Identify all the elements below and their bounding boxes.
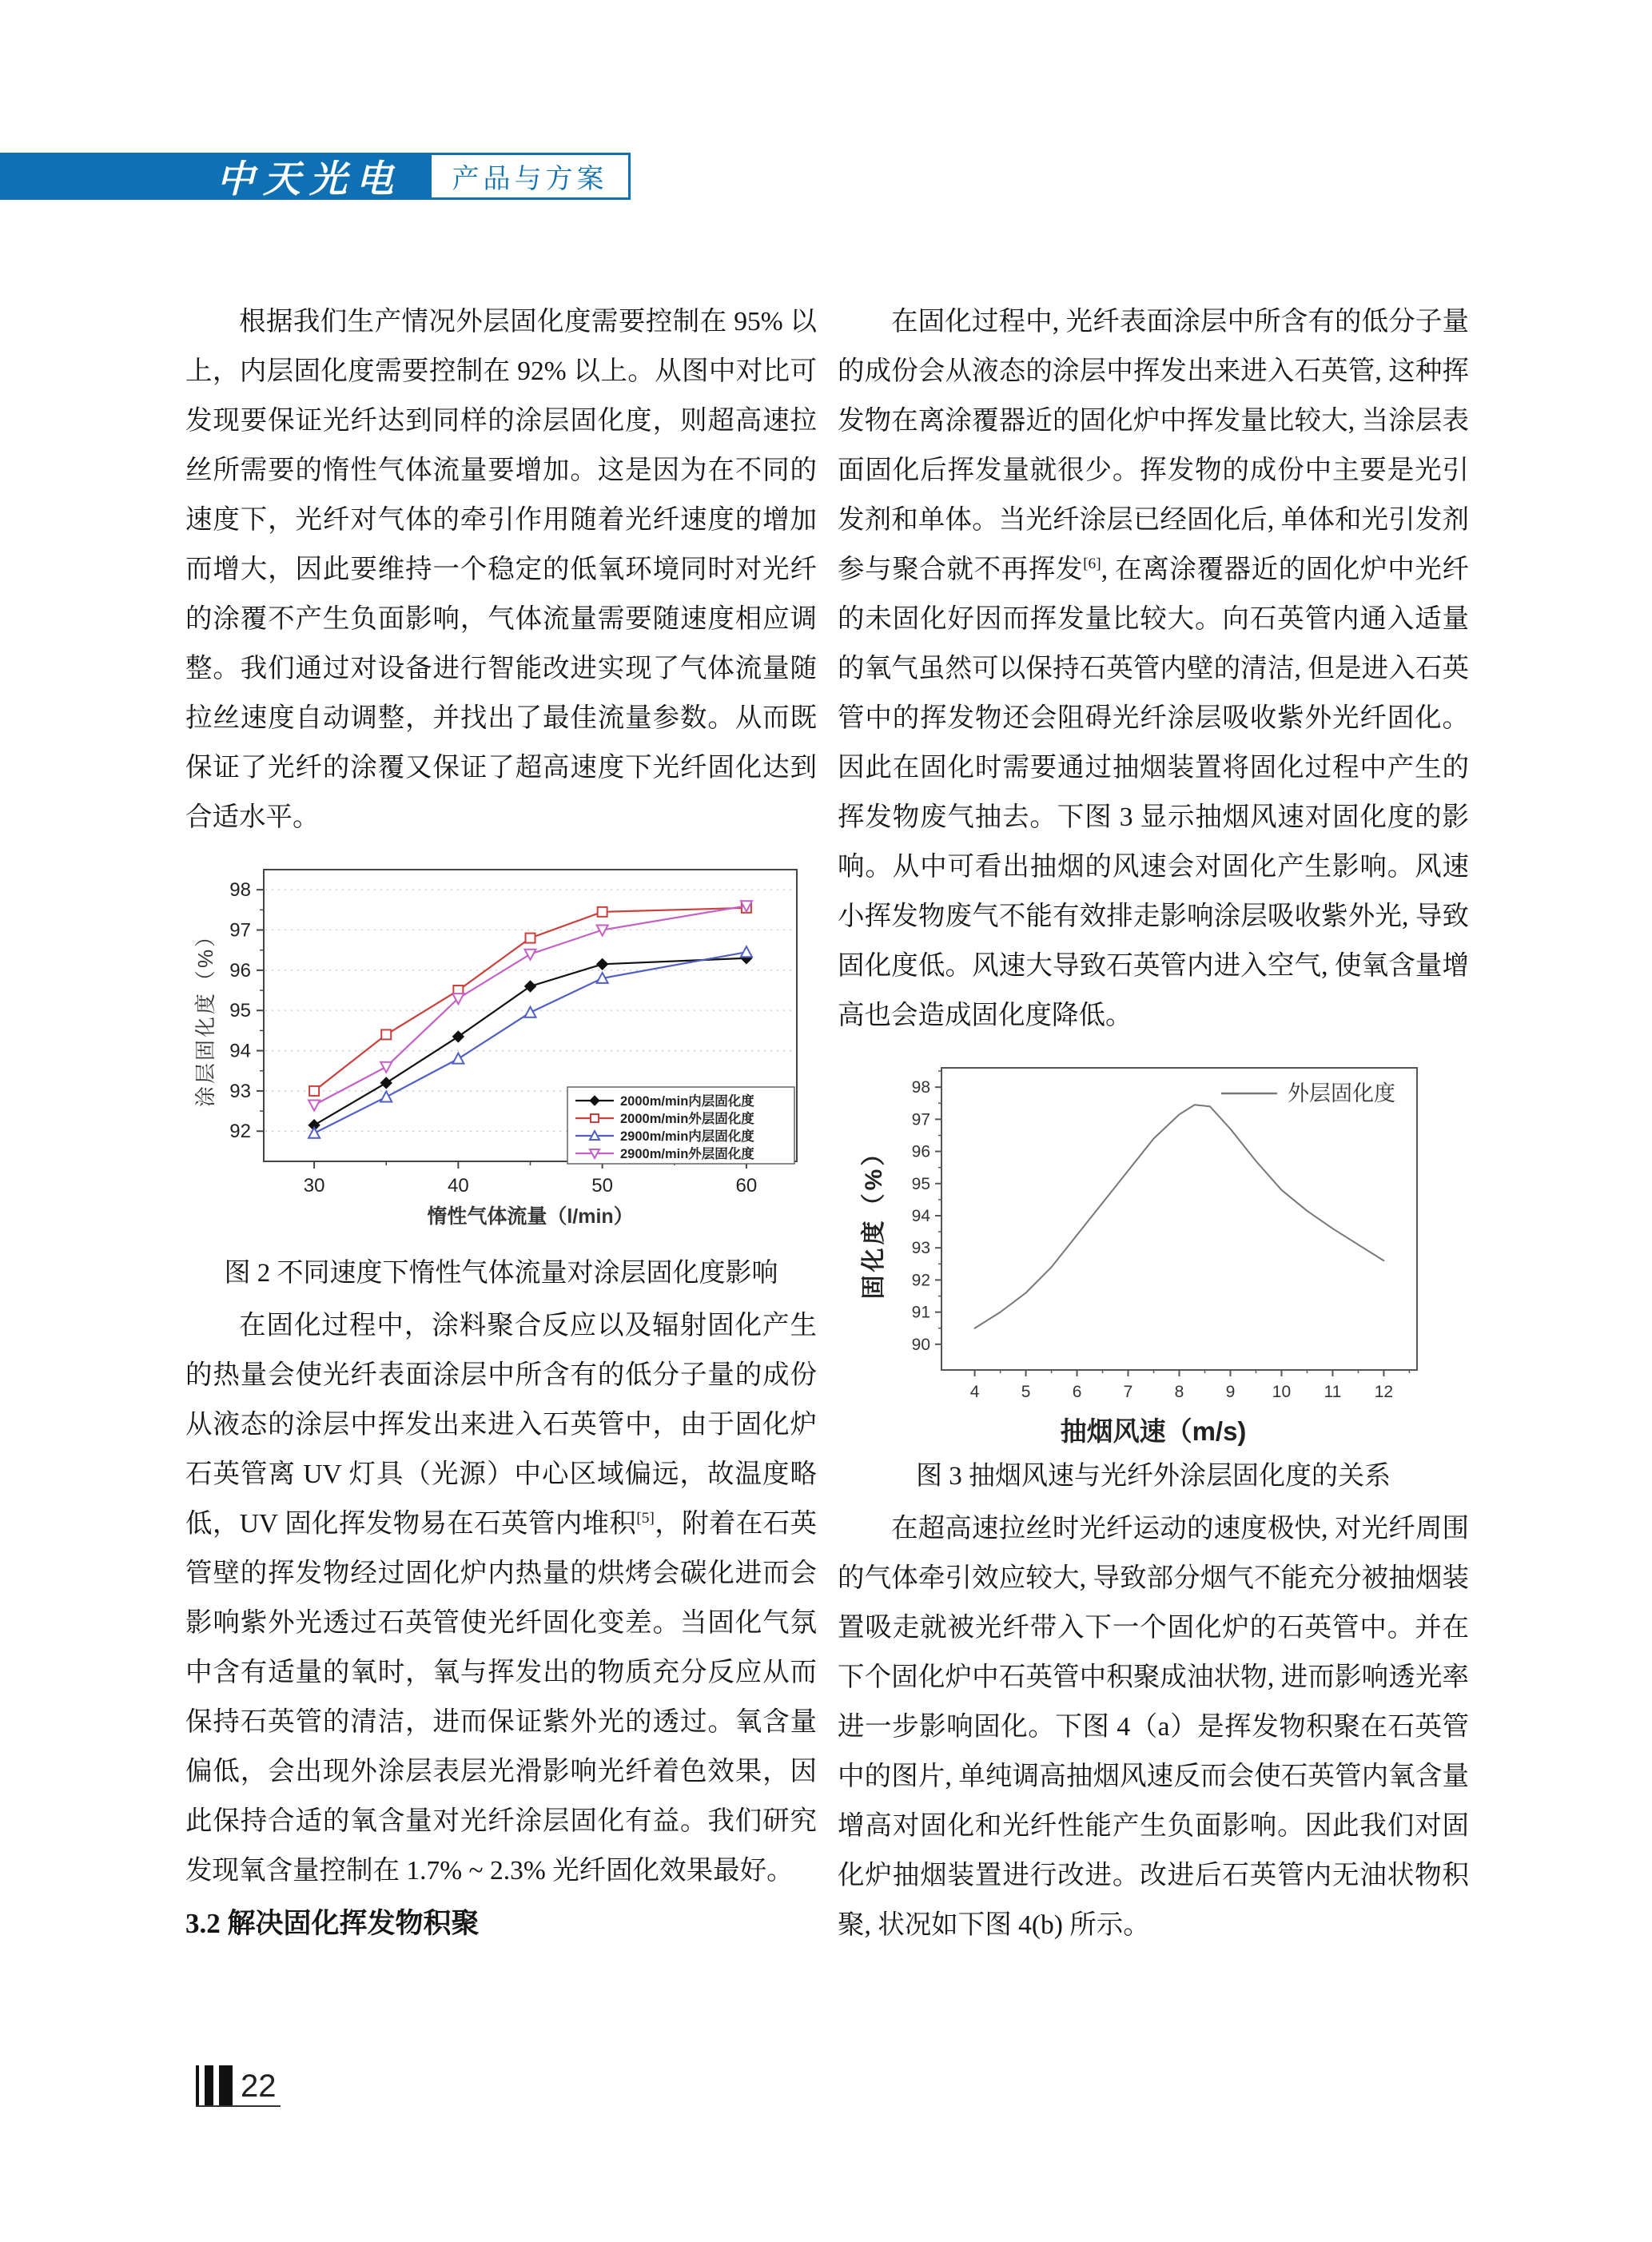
svg-text:10: 10 <box>1272 1383 1292 1401</box>
figure2-chart <box>193 847 809 1247</box>
svg-text:94: 94 <box>229 1040 251 1062</box>
reference-marker: [5] <box>636 1509 655 1527</box>
paragraph-text: , 在离涂覆器近的固化炉中光纤的未固化好因而挥发量比较大。向石英管内通入适量的氧气虽然可以保持石英管内壁的清洁, 但是进入石英管中的挥发物还会阻碍光纤涂层吸收紫外光纤固化。因此在固化时需要通过抽烟装置将固化过程中产生的挥发物废气抽去。下图 3 显示抽烟风速对固化度的影响。从中可看出抽烟的风速会对固化产生影响。风速小挥发物废气不能有效排走影响涂层吸收紫外光, 导致固化度低。风速大导致石英管内进入空气, 使氧含量增高也会造成固化度降低。 <box>838 555 1470 1030</box>
figure3-xlabel: 抽烟风速（m/s) <box>1060 1416 1247 1446</box>
svg-text:2900m/min内层固化度: 2900m/min内层固化度 <box>620 1129 754 1144</box>
paragraph: 根据我们生产情况外层固化度需要控制在 95% 以上，内层固化度需要控制在 92% 以上。从图中对比可发现要保证光纤达到同样的涂层固化度，则超高速拉丝所需要的惰性气体流量要增加。这是因为在不同的速度下，光纤对气体的牵引作用随着光纤速度的增加而增大，因此要维持一个稳定的低氧环境同时对光纤的涂覆不产生负面影响，气体流量需要随速度相应调整。我们通过对设备进行智能改进实现了气体流量随拉丝速度自动调整，并找出了最佳流量参数。从而既保证了光纤的涂覆又保证了超高速度下光纤固化达到合适水平。 <box>185 307 817 832</box>
svg-text:98: 98 <box>911 1078 930 1097</box>
svg-text:6: 6 <box>1072 1383 1082 1401</box>
svg-text:95: 95 <box>911 1174 930 1193</box>
figure3 <box>838 1052 1469 1412</box>
svg-text:97: 97 <box>911 1110 930 1129</box>
paragraph-text: ，附着在石英管壁的挥发物经过固化炉内热量的烘烤会碳化进而会影响紫外光透过石英管使光纤固化变差。当固化气氛中含有适量的氧时，氧与挥发出的物质充分反应从而保持石英管的清洁，进而保证紫外光的透过。氧含量偏低，会出现外涂层表层光滑影响光纤着色效果，因此保持合适的氧含量对光纤涂层固化有益。我们研究发现氧含量控制在 1.7% ~ 2.3% 光纤固化效果最好。 <box>185 1509 818 1886</box>
svg-text:90: 90 <box>911 1335 930 1354</box>
svg-text:惰性气体流量（l/min）: 惰性气体流量（l/min） <box>427 1205 634 1228</box>
svg-text:11: 11 <box>1324 1383 1342 1401</box>
svg-text:2000m/min内层固化度: 2000m/min内层固化度 <box>620 1094 754 1109</box>
left-column <box>185 297 817 1949</box>
svg-text:93: 93 <box>911 1239 930 1258</box>
brand-logo: 中天光电 <box>217 159 402 201</box>
svg-text:96: 96 <box>229 959 251 982</box>
svg-text:91: 91 <box>911 1303 930 1322</box>
svg-text:4: 4 <box>969 1383 980 1401</box>
svg-text:5: 5 <box>1021 1383 1031 1401</box>
right-column <box>838 297 1469 1950</box>
svg-text:95: 95 <box>229 1000 251 1022</box>
svg-text:12: 12 <box>1374 1383 1394 1401</box>
paragraph <box>838 297 1469 1041</box>
footer-bar-icon <box>219 2065 233 2105</box>
svg-text:40: 40 <box>448 1175 469 1197</box>
figure2-caption: 图 2 不同速度下惰性气体流量对涂层固化度影响 <box>224 1259 778 1288</box>
svg-text:涂层固化度（%）: 涂层固化度（%） <box>193 923 217 1108</box>
page-number: 22 <box>241 2069 277 2104</box>
svg-text:9: 9 <box>1225 1383 1236 1401</box>
svg-text:2000m/min外层固化度: 2000m/min外层固化度 <box>620 1112 754 1126</box>
reference-marker: [6] <box>1083 555 1101 572</box>
figure3-caption: 图 3 抽烟风速与光纤外涂层固化度的关系 <box>916 1462 1391 1491</box>
figure2 <box>185 847 817 1247</box>
svg-text:8: 8 <box>1174 1383 1184 1401</box>
svg-text:30: 30 <box>303 1175 325 1197</box>
paragraph-text: 在固化过程中, 光纤表面涂层中所含有的低分子量的成份会从液态的涂层中挥发出来进入石英管, 这种挥发物在离涂覆器近的固化炉中挥发量比较大, 当涂层表面固化后挥发量就很少。挥发物的成份中主要是光引发剂和单体。当光纤涂层已经固化后, 单体和光引发剂参与聚合就不再挥发 <box>838 307 1469 584</box>
svg-text:外层固化度: 外层固化度 <box>1288 1081 1395 1105</box>
footer-bar-icon <box>196 2065 199 2105</box>
svg-text:98: 98 <box>229 879 251 902</box>
svg-text:93: 93 <box>229 1080 251 1102</box>
svg-text:96: 96 <box>911 1142 930 1161</box>
svg-text:50: 50 <box>591 1175 613 1197</box>
svg-text:固化度（%）: 固化度（%） <box>861 1138 887 1300</box>
svg-text:7: 7 <box>1123 1383 1133 1401</box>
svg-text:2900m/min外层固化度: 2900m/min外层固化度 <box>620 1147 754 1161</box>
figure3-chart <box>858 1052 1449 1412</box>
paragraph <box>185 1301 817 1896</box>
svg-text:60: 60 <box>735 1175 758 1197</box>
paragraph: 在超高速拉丝时光纤运动的速度极快, 对光纤周围的气体牵引效应较大, 导致部分烟气不能充分被抽烟装置吸走就被光纤带入下一个固化炉的石英管中。并在下个固化炉中石英管中积聚成油状物, 进而影响透光率进一步影响固化。下图 4（a）是挥发物积聚在石英管中的图片, 单纯调高抽烟风速反而会使石英管内氧含量增高对固化和光纤性能产生负面影响。因此我们对固化炉抽烟装置进行改进。改进后石英管内无油状物积聚, 状况如下图 4(b) 所示。 <box>838 1514 1469 1940</box>
paragraph-text: 在固化过程中，涂料聚合反应以及辐射固化产生的热量会使光纤表面涂层中所含有的低分子量的成份从液态的涂层中挥发出来进入石英管中，由于固化炉石英管离 UV 灯具（光源）中心区域偏远，故温度略低，UV 固化挥发物易在石英管内堆积 <box>185 1311 817 1539</box>
section-label-box <box>429 153 631 200</box>
svg-text:92: 92 <box>911 1271 930 1290</box>
svg-text:97: 97 <box>229 919 251 942</box>
footer-bar-icon <box>205 2065 213 2105</box>
section-label: 产品与方案 <box>452 164 608 194</box>
svg-text:94: 94 <box>911 1206 930 1225</box>
section-heading: 3.2 解决固化挥发物积聚 <box>185 1908 480 1939</box>
svg-text:92: 92 <box>229 1121 251 1143</box>
header-band <box>0 153 429 200</box>
footer-page-marker <box>196 2064 281 2107</box>
